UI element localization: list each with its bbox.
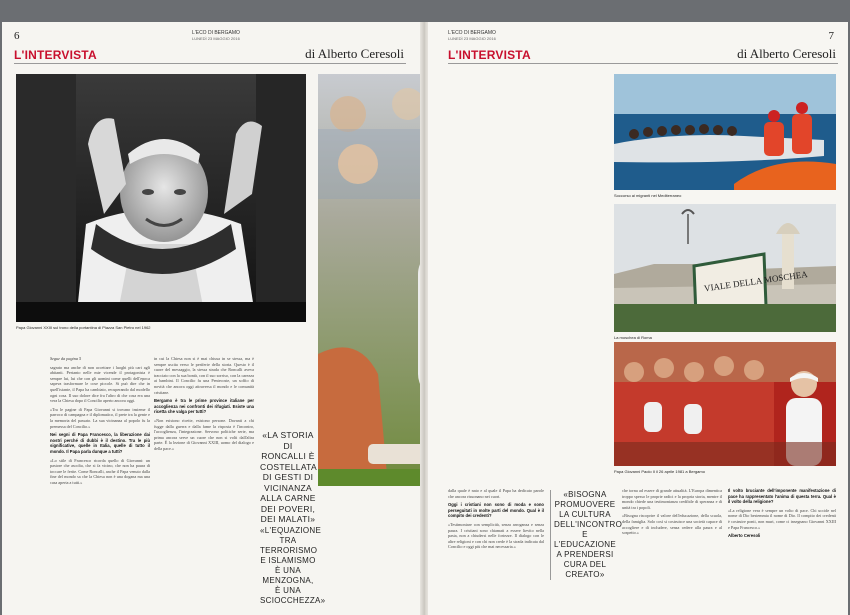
byline: di Alberto Ceresoli	[305, 46, 404, 61]
article-paragraph: «Non esistono ricette, esistono persone. Davanti a chi fugge dalla guerra e dalla fame la risposta è l'incontro, l'accoglienza, l'integrazione. Servono politiche serie, ma prima ancora serve un cuore che non si volti dall'altra parte. È la lezione di Giovanni XXIII, uomo del dialogo e della pace.»	[154, 417, 254, 451]
newspaper-spread	[2, 22, 848, 615]
article-column-4	[622, 488, 722, 612]
pope-john-paul-illustration	[614, 342, 836, 466]
article-paragraph: Segue da pagina 5	[50, 356, 82, 361]
page-number: 7	[828, 30, 834, 42]
header-rule	[448, 63, 838, 64]
article-column-1	[50, 356, 150, 610]
article-paragraph: in cui la Chiesa non si è mai chiusa in se stessa, ma è sempre uscita verso le periferie della storia. Questo è il cuore del messaggio, la stessa strada che Roncalli aveva tracciato con la sua bontà, con il suo sorriso, con la carezza ai bambini. Il Concilio fu una Pentecoste, un soffio di novità che ancora oggi attraversa il mondo e le comunità cristiane.	[154, 356, 254, 395]
pull-quote-1: «LA STORIA DI RONCALLI È COSTELLATA DI GESTI DI VICINANZA ALLA CARNE DEI POVERI, DEI MALATI»	[260, 430, 318, 524]
article-column-5	[728, 488, 836, 612]
article-paragraph: «Bisogna riscoprire il valore dell'educazione, della scuola, della famiglia. Solo così si costruisce una società capace di accogliere e di includere, senza cedere alla paura e al sospetto.»	[622, 513, 722, 536]
section-title: L'INTERVISTA	[448, 48, 531, 62]
photo-caption-mosque: La moschea di Roma	[614, 335, 652, 340]
article-question: Bergamo è tra le prime province italiane per accoglienza nei confronti dei rifugiati. Esiste una ricetta che valga per tutti?	[154, 398, 254, 415]
article-column-2	[154, 356, 254, 610]
paper-name: L'ECO DI BERGAMO	[192, 30, 240, 36]
article-paragraph: sagrato ma anche di non accettare i luoghi più cari agli abitanti. Pertanto nelle mie vicende il protagonista è sempre lui, lui che con gli uomini come quelli dell'epoca sapeva trasformare le cose piccole. Si può dire che in quell'istante, il Papa ha cambiato, recuperando dal modello ogni cosa. Il suo dolore dice fra l'altro di che cosa era una vera la Chiesa dopo il Concilio aperto ancora oggi.	[50, 364, 150, 404]
article-paragraph: «Lo stile di Francesco ricorda quello di Giovanni: un pastore che ascolta, che si fa vicino, che non ha paura di toccare le ferite. Come Roncalli, anche il Papa venuto dalla fine del mondo sa che la Chiesa non è una dogana ma una casa aperta a tutti.»	[50, 457, 150, 485]
paper-header	[192, 30, 240, 42]
article-question: Oggi i cristiani non sono di moda e sono perseguitati in molte parti del mondo. Qual è il compito dei credenti?	[448, 502, 544, 519]
section-title: L'INTERVISTA	[14, 48, 97, 62]
paper-header	[448, 30, 496, 42]
article-paragraph: «La religione vera è sempre un volto di pace. Chi uccide nel nome di Dio bestemmia il nome di Dio. Il compito dei credenti è costruire ponti, non muri, come ci insegnano Giovanni XXIII e Papa Francesco.»	[728, 507, 836, 530]
street-sign-text: VIALE DELLA MOSCHEA	[703, 268, 809, 294]
pull-quote-2: «L'EQUAZIONE TRA TERRORISMO E ISLAMISMO È UNA MENZOGNA, È UNA SCIOCCHEZZA»	[260, 526, 326, 605]
photo-caption: Papa Giovanni XXIII sul trono della portantina di Piazza San Pietro nel 1962	[16, 325, 151, 330]
article-paragraph: «Tra le pagine di Papa Giovanni si trovano insieme il parroco di campagna e il diplomatico, il prete tra la gente e la memoria del passato. La sua vicinanza al popolo fu la premessa del Concilio.»	[50, 406, 150, 429]
mosque-photo	[614, 204, 836, 332]
paper-date: LUNEDÌ 23 MAGGIO 2016	[192, 36, 240, 41]
paper-date: LUNEDÌ 23 MAGGIO 2016	[448, 36, 496, 41]
byline: di Alberto Ceresoli	[737, 46, 836, 61]
article-column-3	[448, 488, 544, 612]
article-paragraph: dalla quale è nato e al quale il Papa ha dedicato parole che ancora risuonano nei cuori.	[448, 488, 544, 499]
photo-caption-pope-jp2: Papa Giovanni Paolo II il 26 aprile 1981 a Bergamo	[614, 469, 705, 474]
paper-name: L'ECO DI BERGAMO	[448, 30, 496, 36]
header-rule	[14, 63, 406, 64]
article-signature: Alberto Ceresoli	[728, 533, 761, 539]
page-number: 6	[14, 30, 20, 42]
article-question: Nei segni di Papa Francesco, la liberazione dai nostri perché di dubbi è il destino. Tra le più significative, quelle in Italia, quelle di tutto il mondo. Il Papa parla dunque a tutti?	[50, 432, 150, 454]
right-page	[428, 22, 848, 615]
mosque-illustration	[614, 204, 836, 332]
migrants-boat-photo	[614, 74, 836, 190]
article-paragraph: che torna ad essere di grande attualità. L'Europa dimentica troppo spesso le proprie radici e la propria storia, mentre il mondo chiede una testimonianza credibile di speranza e di unità tra i popoli.	[622, 488, 722, 510]
pope-john-illustration	[16, 74, 306, 322]
article-paragraph: «Testimoniare con semplicità, senza arroganza e senza paura. I cristiani sono chiamati a essere lievito nella pasta, non a chiudersi nelle fortezze. Il dialogo con le altre religioni e con chi non crede è la strada indicata dal Concilio e oggi più che mai necessaria.»	[448, 521, 544, 550]
background-top	[0, 0, 850, 22]
pope-john-photo	[16, 74, 306, 322]
pull-quote-3: «BISOGNA PROMUOVERE LA CULTURA DELL'INCONTRO E L'EDUCAZIONE A PRENDERSI CURA DEL CREATO»	[550, 490, 616, 580]
article-question: Il volto bruciante dell'imponente manifestazione di pace ha rappresentato l'anima di questa terra. Qual è il volto della religione?	[728, 488, 836, 505]
pope-john-paul-photo	[614, 342, 836, 466]
photo-caption-boat: Soccorso ai migranti nel Mediterraneo	[614, 193, 682, 198]
migrants-boat-illustration	[614, 74, 836, 190]
